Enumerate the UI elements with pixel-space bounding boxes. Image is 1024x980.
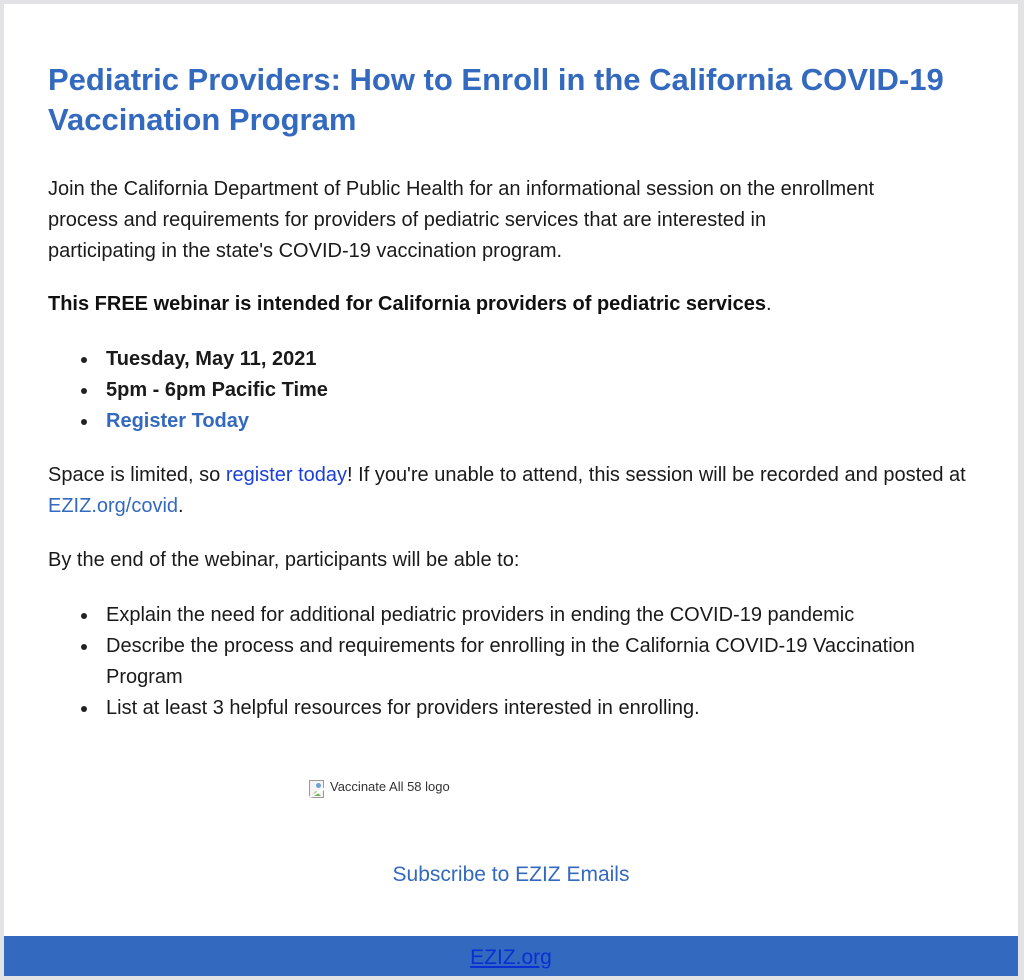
objectives-list	[48, 600, 988, 724]
objective-item: Explain the need for additional pediatric providers in ending the COVID-19 pandemic	[48, 600, 988, 631]
subscribe-section	[4, 860, 1018, 890]
page-title: Pediatric Providers: How to Enroll in the California COVID-19 Vaccination Program	[48, 62, 944, 137]
objective-item: List at least 3 helpful resources for providers interested in enrolling.	[48, 693, 988, 724]
free-webinar-notice	[48, 289, 968, 320]
event-details-list	[48, 344, 948, 437]
space-text-before: Space is limited, so	[48, 464, 226, 486]
register-today-link[interactable]: Register Today	[106, 410, 249, 432]
footer-eziz-link[interactable]: EZIZ.org	[470, 946, 552, 969]
register-item	[48, 406, 948, 437]
eziz-covid-link[interactable]: EZIZ.org/covid	[48, 495, 179, 517]
space-text-after: .	[178, 495, 184, 517]
objective-item: Describe the process and requirements for enrolling in the California COVID-19 Vaccination Program	[48, 631, 988, 693]
register-today-inline-link[interactable]: register today	[225, 464, 348, 486]
email-card	[4, 4, 1018, 976]
intro-paragraph: Join the California Department of Public Health for an informational session on the enrollment process and requirements for providers of pediatric services that are interested in participating in the state's COVID-19 vaccination program.	[48, 178, 874, 262]
broken-image-icon	[308, 779, 328, 801]
free-webinar-notice-suffix: .	[765, 293, 772, 315]
subscribe-link[interactable]: Subscribe to EZIZ Emails	[392, 863, 630, 886]
event-time: 5pm - 6pm Pacific Time	[48, 375, 948, 406]
footer-bar	[4, 936, 1018, 976]
space-text-middle: ! If you're unable to attend, this session will be recorded and posted at	[347, 464, 966, 486]
free-webinar-notice-bold: This FREE webinar is intended for California providers of pediatric services	[48, 293, 766, 315]
vaccinate-all-58-logo	[308, 779, 450, 801]
logo-alt-text: Vaccinate All 58 logo	[330, 779, 450, 794]
event-date: Tuesday, May 11, 2021	[48, 344, 948, 375]
space-limited-paragraph	[48, 460, 978, 522]
objectives-intro: By the end of the webinar, participants will be able to:	[48, 549, 520, 571]
